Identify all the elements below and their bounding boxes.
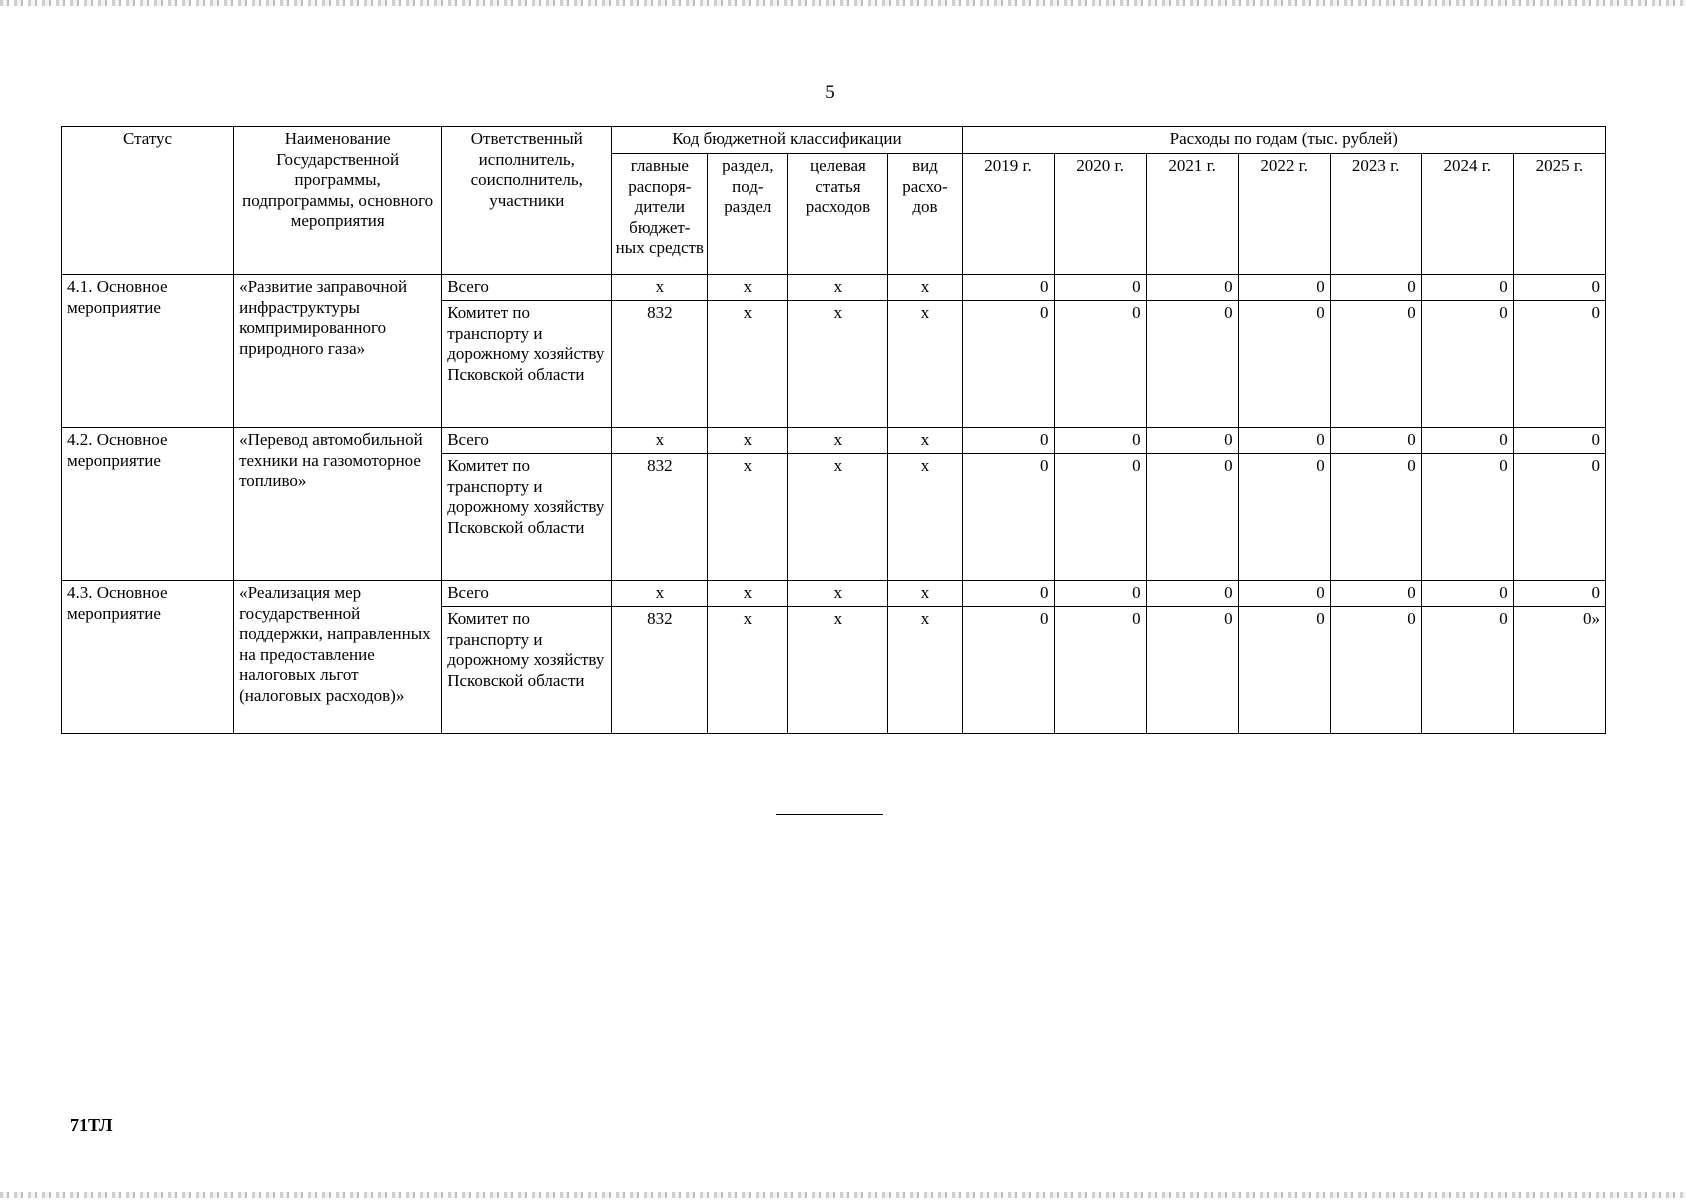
code-cell: х bbox=[888, 607, 962, 734]
value-cell: 0 bbox=[1330, 607, 1421, 734]
code-cell: х bbox=[788, 428, 888, 454]
code-cell: 832 bbox=[612, 607, 708, 734]
value-cell: 0 bbox=[1054, 301, 1146, 428]
value-cell: 0 bbox=[1513, 454, 1605, 581]
code-cell: х bbox=[788, 454, 888, 581]
code-cell: х bbox=[888, 275, 962, 301]
code-cell: х bbox=[612, 581, 708, 607]
header-year: 2019 г. bbox=[962, 154, 1054, 275]
value-cell: 0 bbox=[1238, 581, 1330, 607]
table-row bbox=[62, 428, 1606, 454]
responsible-cell: Комитет по транспорту и дорожному хозяйству Псковской области bbox=[442, 607, 612, 734]
value-cell: 0 bbox=[1054, 275, 1146, 301]
value-cell: 0 bbox=[1330, 581, 1421, 607]
value-cell: 0 bbox=[1238, 454, 1330, 581]
value-cell: 0 bbox=[1238, 607, 1330, 734]
value-cell: 0 bbox=[1146, 275, 1238, 301]
code-cell: х bbox=[708, 607, 788, 734]
value-cell: 0 bbox=[962, 454, 1054, 581]
responsible-cell: Комитет по транспорту и дорожному хозяйству Псковской области bbox=[442, 454, 612, 581]
code-cell: х bbox=[708, 428, 788, 454]
header-year: 2022 г. bbox=[1238, 154, 1330, 275]
table-row bbox=[62, 581, 1606, 607]
value-cell: 0 bbox=[1146, 581, 1238, 607]
budget-table bbox=[61, 126, 1606, 734]
value-cell: 0 bbox=[1238, 428, 1330, 454]
value-cell: 0 bbox=[1513, 275, 1605, 301]
scan-edge-bottom bbox=[0, 1192, 1686, 1198]
status-cell: 4.1. Основное мероприятие bbox=[62, 275, 234, 428]
closing-rule bbox=[776, 814, 883, 815]
value-cell: 0 bbox=[1146, 428, 1238, 454]
table-header-row bbox=[62, 127, 1606, 154]
name-cell: «Развитие заправочной инфраструктуры компримированного природного газа» bbox=[234, 275, 442, 428]
value-cell: 0 bbox=[1054, 581, 1146, 607]
responsible-cell: Комитет по транспорту и дорожному хозяйству Псковской области bbox=[442, 301, 612, 428]
value-cell: 0 bbox=[1421, 301, 1513, 428]
header-year: 2025 г. bbox=[1513, 154, 1605, 275]
table-row bbox=[62, 275, 1606, 301]
value-cell: 0 bbox=[1330, 454, 1421, 581]
responsible-cell: Всего bbox=[442, 428, 612, 454]
code-cell: х bbox=[612, 275, 708, 301]
header-budget-code-col: раздел, под-раздел bbox=[708, 154, 788, 275]
value-cell: 0 bbox=[1330, 275, 1421, 301]
document-code: 71ТЛ bbox=[70, 1115, 113, 1135]
header-responsible: Ответственный исполнитель, соисполнитель, участники bbox=[442, 127, 612, 275]
header-expenses-group: Расходы по годам (тыс. рублей) bbox=[962, 127, 1606, 154]
header-budget-code-col: целевая статья расходов bbox=[788, 154, 888, 275]
value-cell: 0 bbox=[962, 607, 1054, 734]
header-status: Статус bbox=[62, 127, 234, 275]
header-year: 2021 г. bbox=[1146, 154, 1238, 275]
value-cell: 0 bbox=[1146, 301, 1238, 428]
value-cell: 0 bbox=[1330, 301, 1421, 428]
value-cell: 0 bbox=[1238, 301, 1330, 428]
value-cell: 0 bbox=[1238, 275, 1330, 301]
header-year: 2023 г. bbox=[1330, 154, 1421, 275]
code-cell: х bbox=[788, 275, 888, 301]
value-cell: 0 bbox=[1513, 428, 1605, 454]
value-cell: 0» bbox=[1513, 607, 1605, 734]
code-cell: х bbox=[708, 275, 788, 301]
code-cell: х bbox=[888, 428, 962, 454]
value-cell: 0 bbox=[1330, 428, 1421, 454]
header-year: 2020 г. bbox=[1054, 154, 1146, 275]
value-cell: 0 bbox=[1513, 581, 1605, 607]
header-name: Наименование Государственной программы, подпрограммы, основного мероприятия bbox=[234, 127, 442, 275]
name-cell: «Реализация мер государственной поддержки, направленных на предоставление налоговых льгот (налоговых расходов)» bbox=[234, 581, 442, 734]
status-cell: 4.3. Основное мероприятие bbox=[62, 581, 234, 734]
header-year: 2024 г. bbox=[1421, 154, 1513, 275]
header-budget-code-col: главные распоря-дители бюджет-ных средств bbox=[612, 154, 708, 275]
value-cell: 0 bbox=[1421, 581, 1513, 607]
code-cell: х bbox=[788, 607, 888, 734]
code-cell: х bbox=[788, 581, 888, 607]
code-cell: х bbox=[788, 301, 888, 428]
value-cell: 0 bbox=[1146, 607, 1238, 734]
value-cell: 0 bbox=[962, 275, 1054, 301]
responsible-cell: Всего bbox=[442, 581, 612, 607]
value-cell: 0 bbox=[1421, 454, 1513, 581]
responsible-cell: Всего bbox=[442, 275, 612, 301]
code-cell: 832 bbox=[612, 454, 708, 581]
code-cell: х bbox=[612, 428, 708, 454]
value-cell: 0 bbox=[1421, 428, 1513, 454]
page-number: 5 bbox=[825, 82, 835, 103]
code-cell: х bbox=[708, 581, 788, 607]
status-cell: 4.2. Основное мероприятие bbox=[62, 428, 234, 581]
value-cell: 0 bbox=[1421, 607, 1513, 734]
value-cell: 0 bbox=[962, 581, 1054, 607]
code-cell: х bbox=[708, 454, 788, 581]
value-cell: 0 bbox=[1146, 454, 1238, 581]
value-cell: 0 bbox=[1054, 428, 1146, 454]
name-cell: «Перевод автомобильной техники на газомоторное топливо» bbox=[234, 428, 442, 581]
value-cell: 0 bbox=[1421, 275, 1513, 301]
code-cell: 832 bbox=[612, 301, 708, 428]
code-cell: х bbox=[708, 301, 788, 428]
header-budget-code-group: Код бюджетной классификации bbox=[612, 127, 962, 154]
code-cell: х bbox=[888, 581, 962, 607]
scan-edge-top bbox=[0, 0, 1686, 6]
value-cell: 0 bbox=[962, 301, 1054, 428]
value-cell: 0 bbox=[962, 428, 1054, 454]
code-cell: х bbox=[888, 454, 962, 581]
code-cell: х bbox=[888, 301, 962, 428]
header-budget-code-col: вид расхо-дов bbox=[888, 154, 962, 275]
value-cell: 0 bbox=[1054, 607, 1146, 734]
value-cell: 0 bbox=[1513, 301, 1605, 428]
value-cell: 0 bbox=[1054, 454, 1146, 581]
